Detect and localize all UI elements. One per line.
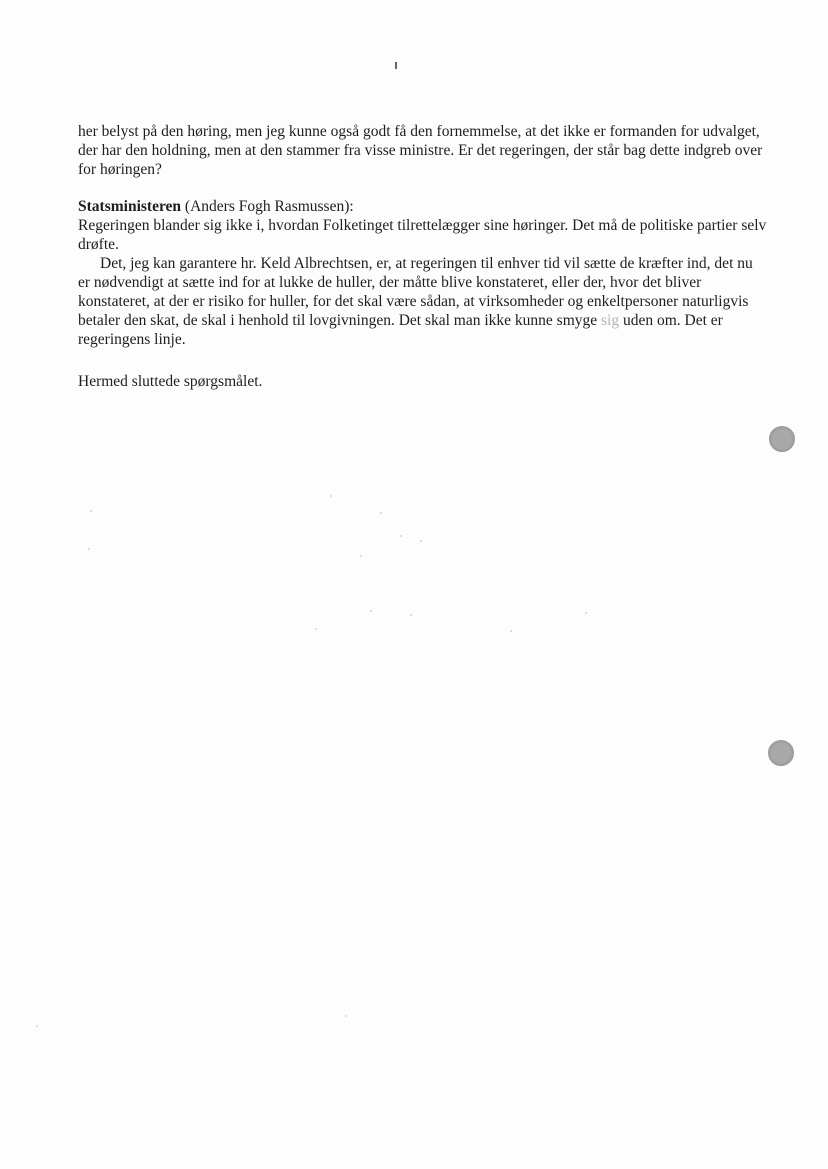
answer-paragraph-2	[78, 254, 768, 349]
answer-paragraph-2-end: uden om. Det er regeringens linje.	[78, 312, 723, 348]
scan-speck	[585, 612, 587, 614]
scan-speck	[410, 614, 412, 616]
answer-paragraph-2-start: Det, jeg kan garantere hr. Keld Albrechtsen, er, at regeringen til enhver tid vil sætte de kræfter ind, det nu er nødvendigt at sætte ind for at lukke de huller, der måtte blive konstateret, eller der, hvor det bliver konstateret, at der er risiko for huller, for det skal være sådan, at virksomheder og enkeltpersoner naturligvis betaler den skat, de skal i henhold til lovgivningen. Det skal man ikke kunne smyge	[78, 255, 753, 329]
scan-speck	[330, 495, 332, 497]
scan-speck	[345, 1015, 347, 1017]
scan-speck	[88, 548, 90, 550]
closing-paragraph	[78, 372, 768, 391]
intro-text: her belyst på den høring, men jeg kunne også godt få den fornemmelse, at det ikke er formanden for udvalget, der har den holdning, men at den stammer fra visse ministre. Er det regeringen, der står bag dette indgreb over for høringen?	[78, 123, 763, 178]
punch-hole-bottom	[768, 740, 794, 766]
answer-paragraph-2-faint: sig	[601, 312, 620, 329]
speaker-name: Statsministeren	[78, 198, 182, 215]
scan-speck	[36, 1025, 38, 1027]
scan-mark	[395, 62, 397, 69]
scan-speck	[360, 555, 362, 557]
answer-section	[78, 197, 768, 349]
scan-speck	[400, 535, 402, 537]
scan-speck	[315, 628, 317, 630]
closing-text: Hermed sluttede spørgsmålet.	[78, 373, 263, 390]
punch-hole-top	[769, 426, 795, 452]
scan-speck	[510, 630, 512, 632]
intro-paragraph	[78, 122, 768, 179]
speaker-line	[78, 197, 768, 216]
scan-speck	[420, 540, 422, 542]
speaker-detail: (Anders Fogh Rasmussen):	[181, 198, 354, 215]
scan-speck	[380, 512, 382, 514]
scan-speck	[90, 510, 92, 512]
answer-paragraph-1: Regeringen blander sig ikke i, hvordan Folketinget tilrettelægger sine høringer. Det må de politiske partier selv drøfte.	[78, 217, 767, 253]
scan-speck	[370, 610, 372, 612]
